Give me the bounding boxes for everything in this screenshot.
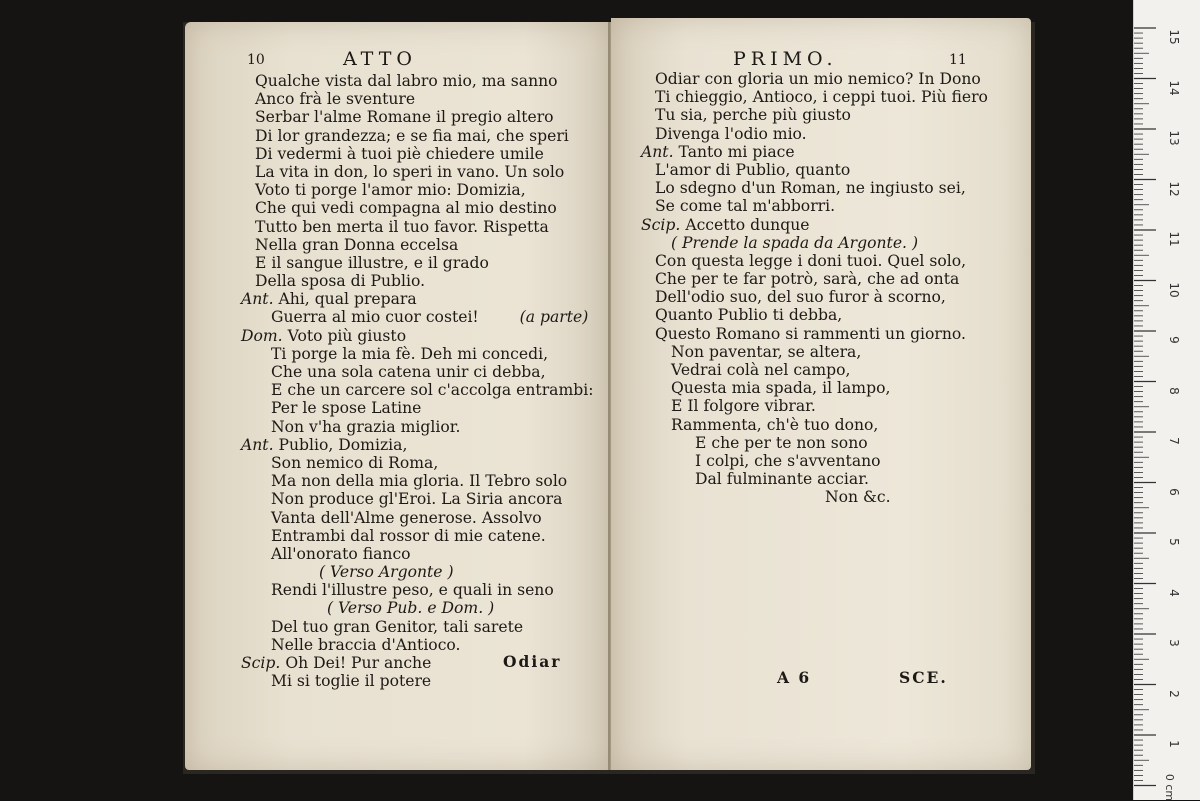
stage-direction: ( Prende la spada da Argonte. ) [671,233,919,252]
text-line: Son nemico di Roma, [271,453,439,472]
text-line: Che qui vedi compagna al mio destino [255,199,557,218]
text-line: Questa mia spada, il lampo, [671,379,891,398]
verse-text: Tanto mi piace [678,142,795,161]
ruler-number: 15 [1167,29,1181,45]
text-line: E che per te non sono [695,433,868,452]
text-line: Per le spose Latine [271,399,422,418]
text-line: Rammenta, ch'è tuo dono, [671,415,879,434]
speaker-label: Ant. [641,142,674,161]
text-line [255,308,593,326]
verse-text: Voto più giusto [287,326,407,345]
text-line: Del tuo gran Genitor, tali sarete [271,617,524,636]
text-line: E il sangue illustre, e il grado [255,253,489,272]
text-line: Rendi l'illustre peso, e quali in seno [271,581,554,600]
open-book [183,22,1035,774]
verse-text: Ahi, qual prepara [278,290,417,309]
text-line: Non v'ha grazia miglior. [271,417,461,436]
text-block [241,72,594,691]
text-line: L'amor di Publio, quanto [655,160,851,179]
text-line: Serbar l'alme Romane il pregio altero [255,108,554,127]
speaker-label: Dom. [241,326,283,345]
stage-direction: (a parte) [519,308,589,327]
text-line: Che per te far potrò, sarà, che ad onta [655,270,960,289]
ruler-number: 10 [1167,281,1181,298]
text-line: Non produce gl'Eroi. La Siria ancora [271,490,563,509]
catchword: Odiar [503,652,562,671]
text-line: Voto ti porge l'amor mio: Domizia, [255,181,526,200]
ruler-number: 9 [1167,336,1181,344]
speaker-label: Ant. [241,435,274,454]
text-line: Vanta dell'Alme generose. Assolvo [271,508,542,527]
text-line: Nelle braccia d'Antioco. [271,635,461,654]
text-line: Dal fulminante acciar. [695,470,869,489]
text-line [241,327,593,345]
ruler-number: 5 [1167,538,1181,546]
ruler-number: 4 [1167,588,1181,597]
ruler-number: 1 [1167,740,1181,748]
text-line: Ti chieggio, Antioco, i ceppi tuoi. Più fiero [655,88,988,107]
speaker-label: Scip. [641,215,681,234]
aria-stanza [655,343,988,416]
ruler-number: 6 [1167,487,1181,496]
verse-group [255,345,593,436]
ruler-number: 8 [1167,386,1181,395]
text-line [641,143,988,161]
text-line: Che una sola catena unir ci debba, [271,363,546,381]
ruler-unit-label: 0 cm [1163,773,1177,801]
verse-group [655,70,988,143]
da-capo: Non &c. [825,488,891,507]
measuring-ruler [1133,0,1200,800]
verse-text: Guerra al mio cuor costei! [271,308,479,327]
running-head: PRIMO. [733,48,838,70]
stage-direction: ( Verso Argonte ) [319,563,454,582]
running-head: ATTO [343,48,417,70]
text-line: Lo sdegno d'un Roman, ne ingiusto sei, [655,179,966,198]
text-line: E Il folgore vibrar. [671,397,816,416]
text-line: Tutto ben merta il tuo favor. Rispetta [255,217,549,236]
text-line: E che un carcere sol c'accolga entrambi: [271,381,594,400]
text-line: Di lor grandezza; e se fia mai, che speri [255,126,569,145]
aria-stanza [655,434,988,489]
verse-group [655,252,988,343]
speaker-label: Ant. [241,290,274,309]
text-line [241,290,593,308]
text-line: Quanto Publio ti debba, [655,306,843,325]
text-line: Tu sia, perche più giusto [655,106,851,125]
text-line: Non paventar, se altera, [671,342,862,361]
verse-text: Accetto dunque [685,215,810,234]
page-number: 10 [247,52,265,68]
ruler-number: 13 [1167,130,1181,146]
verse-text: Publio, Domizia, [278,435,408,454]
signature-mark: A 6 [777,668,812,687]
text-line: Della sposa di Publio. [255,272,426,291]
text-line: Mi si toglie il potere [271,672,432,691]
text-line: Anco frà le sventure [255,90,416,109]
left-page [185,22,608,770]
text-line: Con questa legge i doni tuoi. Quel solo, [655,251,967,270]
speaker-label: Scip. [241,654,281,672]
ruler-number: 7 [1167,437,1181,445]
right-page [611,18,1031,770]
verse-text: Oh Dei! Pur anche [285,654,432,672]
text-line: Questo Romano si rammenti un giorno. [655,324,966,343]
text-line: Vedrai colà nel campo, [671,361,851,379]
text-line: Nella gran Donna eccelsa [255,235,459,254]
stage-direction: ( Verso Pub. e Dom. ) [327,599,495,618]
text-line: Ti porge la mia fè. Deh mi concedi, [271,344,549,363]
ruler-number: 12 [1167,180,1181,197]
ruler-number: 3 [1167,639,1181,647]
verse-group [255,72,593,290]
text-line [241,436,593,454]
ruler-number: 2 [1167,689,1181,698]
verse-group [655,161,988,216]
verse-group [255,618,593,654]
verse-group [255,454,593,563]
text-line: All'onorato fianco [271,544,411,563]
text-line: Ma non della mia gloria. Il Tebro solo [271,472,568,491]
text-line: Di vedermi à tuoi piè chiedere umile [255,144,544,163]
text-line: I colpi, che s'avventano [695,451,881,470]
text-block [641,70,988,507]
text-line: Entrambi dal rossor di mie catene. [271,526,546,545]
catchword: SCE. [899,668,948,687]
text-line: Odiar con gloria un mio nemico? In Dono [655,70,981,88]
text-line [641,216,988,234]
text-line: La vita in don, lo speri in vano. Un solo [255,162,565,181]
ruler-number: 11 [1167,231,1181,247]
text-line: Dell'odio suo, del suo furor à scorno, [655,288,946,307]
text-line: Divenga l'odio mio. [655,124,807,143]
ruler-number: 14 [1167,79,1181,96]
text-line: Qualche vista dal labro mio, ma sanno [255,72,558,90]
text-line: Se come tal m'abborri. [655,197,836,216]
page-number: 11 [949,52,967,68]
